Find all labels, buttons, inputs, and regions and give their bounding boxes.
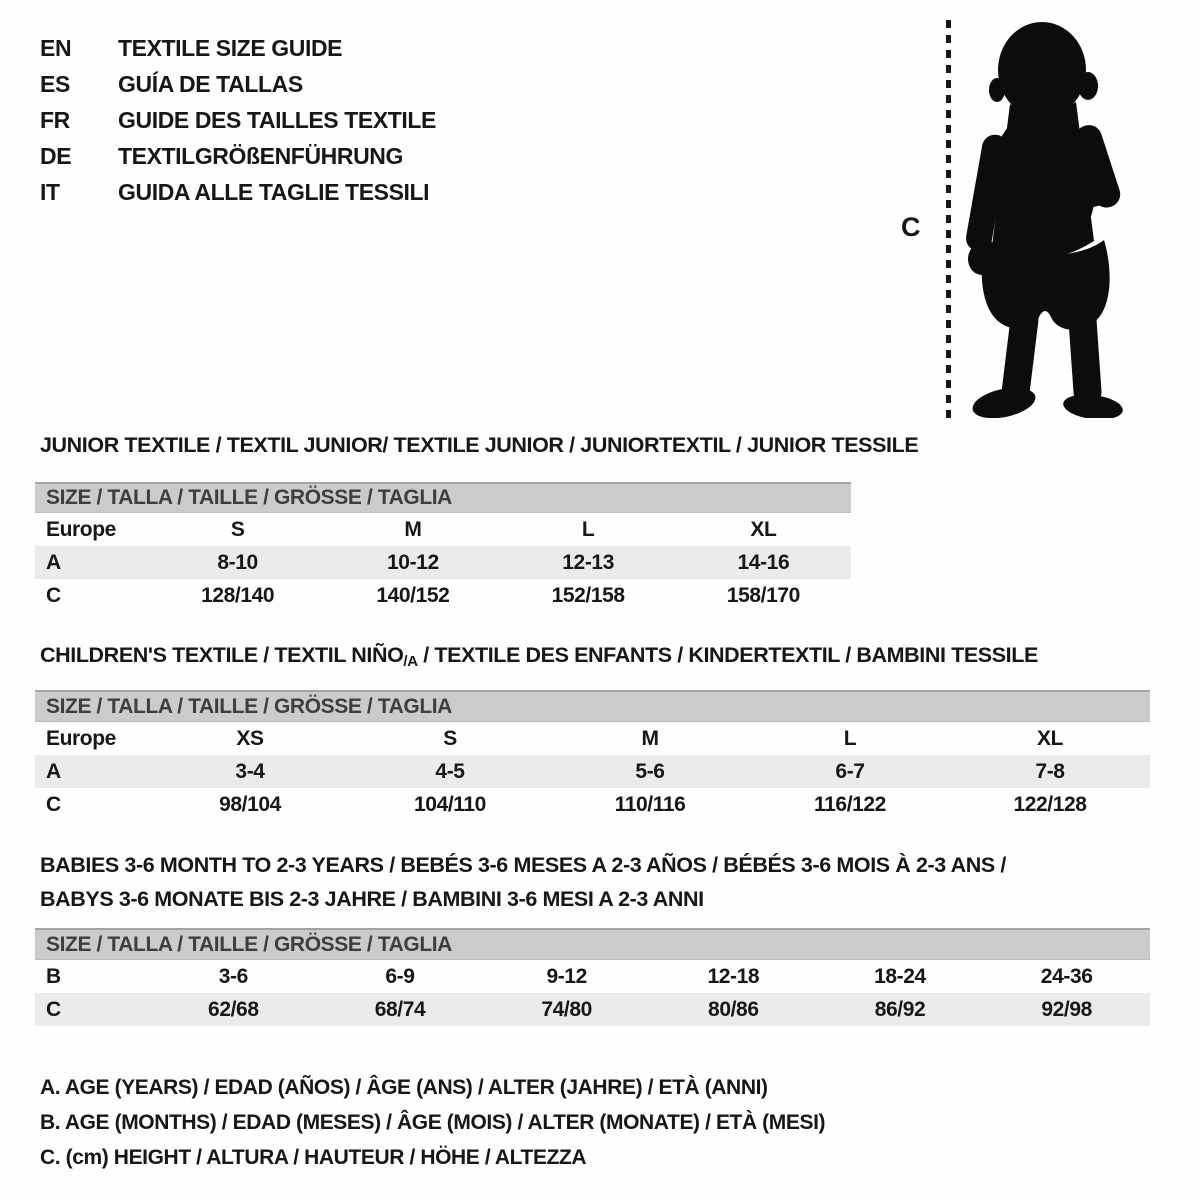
lang-code: ES: [40, 70, 70, 97]
cell: 12-18: [707, 964, 760, 988]
cell: 158/170: [726, 583, 800, 607]
babies-title-line1: BABIES 3-6 MONTH TO 2-3 YEARS / BEBÉS 3-6 MESES A 2-3 AÑOS / BÉBÉS 3-6 MOIS À 2-3 ANS /: [40, 853, 1006, 877]
lang-row-de: [40, 138, 436, 174]
footnote-c: C. (cm) HEIGHT / ALTURA / HAUTEUR / HÖHE / ALTEZZA: [40, 1146, 587, 1169]
cell: 3-6: [218, 964, 248, 988]
cell: 74/80: [541, 997, 592, 1021]
cell: XL: [1036, 726, 1064, 750]
height-measure-dashed-line: [946, 20, 951, 418]
size-header-bar-babies: SIZE / TALLA / TAILLE / GRÖSSE / TAGLIA: [35, 928, 1150, 960]
cell: 6-9: [385, 964, 415, 988]
lang-title: TEXTILE SIZE GUIDE: [118, 34, 343, 61]
cell: S: [230, 517, 245, 541]
language-title-block: [40, 30, 436, 210]
lang-row-it: [40, 174, 436, 210]
cell: 24-36: [1040, 964, 1093, 988]
cell: XS: [236, 726, 264, 750]
cell: 3-4: [235, 759, 265, 783]
cell: 104/110: [414, 792, 486, 816]
cell: 8-10: [217, 550, 258, 574]
lang-row-fr: [40, 102, 436, 138]
cell: 116/122: [814, 792, 886, 816]
table-row-age-years: [35, 755, 1150, 788]
table-row-height: [35, 579, 851, 612]
cell: 12-13: [562, 550, 614, 574]
footnote-b: B. AGE (MONTHS) / EDAD (MESES) / ÂGE (MOIS) / ALTER (MONATE) / ETÀ (MESI): [40, 1111, 826, 1134]
table-row-europe: [35, 722, 1150, 755]
cell: 6-7: [835, 759, 865, 783]
cell: L: [843, 726, 857, 750]
row-label: C: [46, 997, 61, 1021]
lang-code: EN: [40, 34, 72, 61]
cell: 9-12: [546, 964, 587, 988]
lang-title: GUIDE DES TAILLES TEXTILE: [118, 106, 436, 133]
cell: 10-12: [387, 550, 439, 574]
cell: 14-16: [737, 550, 790, 574]
cell: 4-5: [435, 759, 465, 783]
cell: S: [443, 726, 457, 750]
row-label: A: [46, 550, 61, 574]
lang-title: TEXTILGRÖßENFÜHRUNG: [118, 142, 403, 169]
title-part-sub: /A: [403, 653, 418, 670]
lang-row-es: [40, 66, 436, 102]
title-part: CHILDREN'S TEXTILE / TEXTIL NIÑO: [40, 643, 404, 667]
table-row-europe: [35, 513, 851, 546]
lang-row-en: [40, 30, 436, 66]
lang-title: GUÍA DE TALLAS: [118, 70, 303, 97]
section-title-children: [40, 643, 1038, 670]
cell: 152/158: [551, 583, 625, 607]
row-label: B: [46, 964, 61, 988]
title-part: / TEXTILE DES ENFANTS / KINDERTEXTIL / BAMBINI TESSILE: [417, 643, 1038, 667]
toddler-silhouette-icon: [962, 16, 1142, 418]
lang-title: GUIDA ALLE TAGLIE TESSILI: [118, 178, 430, 205]
size-header-bar-junior: SIZE / TALLA / TAILLE / GRÖSSE / TAGLIA: [35, 482, 851, 513]
babies-title-line2: BABYS 3-6 MONATE BIS 2-3 JAHRE / BAMBINI 3-6 MESI A 2-3 ANNI: [40, 887, 704, 911]
cell: 128/140: [201, 583, 275, 607]
cell: 7-8: [1035, 759, 1065, 783]
cell: XL: [750, 517, 777, 541]
cell: 86/92: [874, 997, 926, 1021]
cell: M: [404, 517, 422, 541]
table-row-age-months: [35, 960, 1150, 993]
row-label: Europe: [46, 726, 116, 750]
section-title-babies: [40, 848, 1006, 916]
legend-footnotes: [40, 1070, 825, 1175]
cell: 122/128: [1013, 792, 1087, 816]
table-row-age-years: [35, 546, 851, 579]
cell: 5-6: [635, 759, 665, 783]
lang-code: DE: [40, 142, 72, 169]
size-header-bar-children: SIZE / TALLA / TAILLE / GRÖSSE / TAGLIA: [35, 690, 1150, 722]
cell: 68/74: [374, 997, 426, 1021]
footnote-a: A. AGE (YEARS) / EDAD (AÑOS) / ÂGE (ANS) / ALTER (JAHRE) / ETÀ (ANNI): [40, 1076, 768, 1099]
cell: 98/104: [219, 792, 281, 816]
cell: 92/98: [1041, 997, 1092, 1021]
cell: 140/152: [376, 583, 450, 607]
table-row-height: [35, 993, 1150, 1026]
row-label: C: [46, 792, 61, 816]
lang-code: IT: [40, 178, 60, 205]
cell: 110/116: [614, 792, 686, 816]
cell: 18-24: [874, 964, 926, 988]
cell: 80/86: [708, 997, 759, 1021]
babies-size-table: [35, 960, 1150, 1026]
height-measure-label: C: [901, 212, 921, 242]
lang-code: FR: [40, 106, 70, 133]
cell: 62/68: [208, 997, 259, 1021]
table-row-height: [35, 788, 1150, 821]
children-size-table: [35, 722, 1150, 821]
row-label: Europe: [46, 517, 116, 541]
cell: L: [581, 517, 595, 541]
section-title-junior: JUNIOR TEXTILE / TEXTIL JUNIOR/ TEXTILE JUNIOR / JUNIORTEXTIL / JUNIOR TESSILE: [40, 433, 919, 457]
row-label: C: [46, 583, 61, 607]
cell: M: [641, 726, 659, 750]
row-label: A: [46, 759, 61, 783]
junior-size-table: [35, 513, 851, 612]
